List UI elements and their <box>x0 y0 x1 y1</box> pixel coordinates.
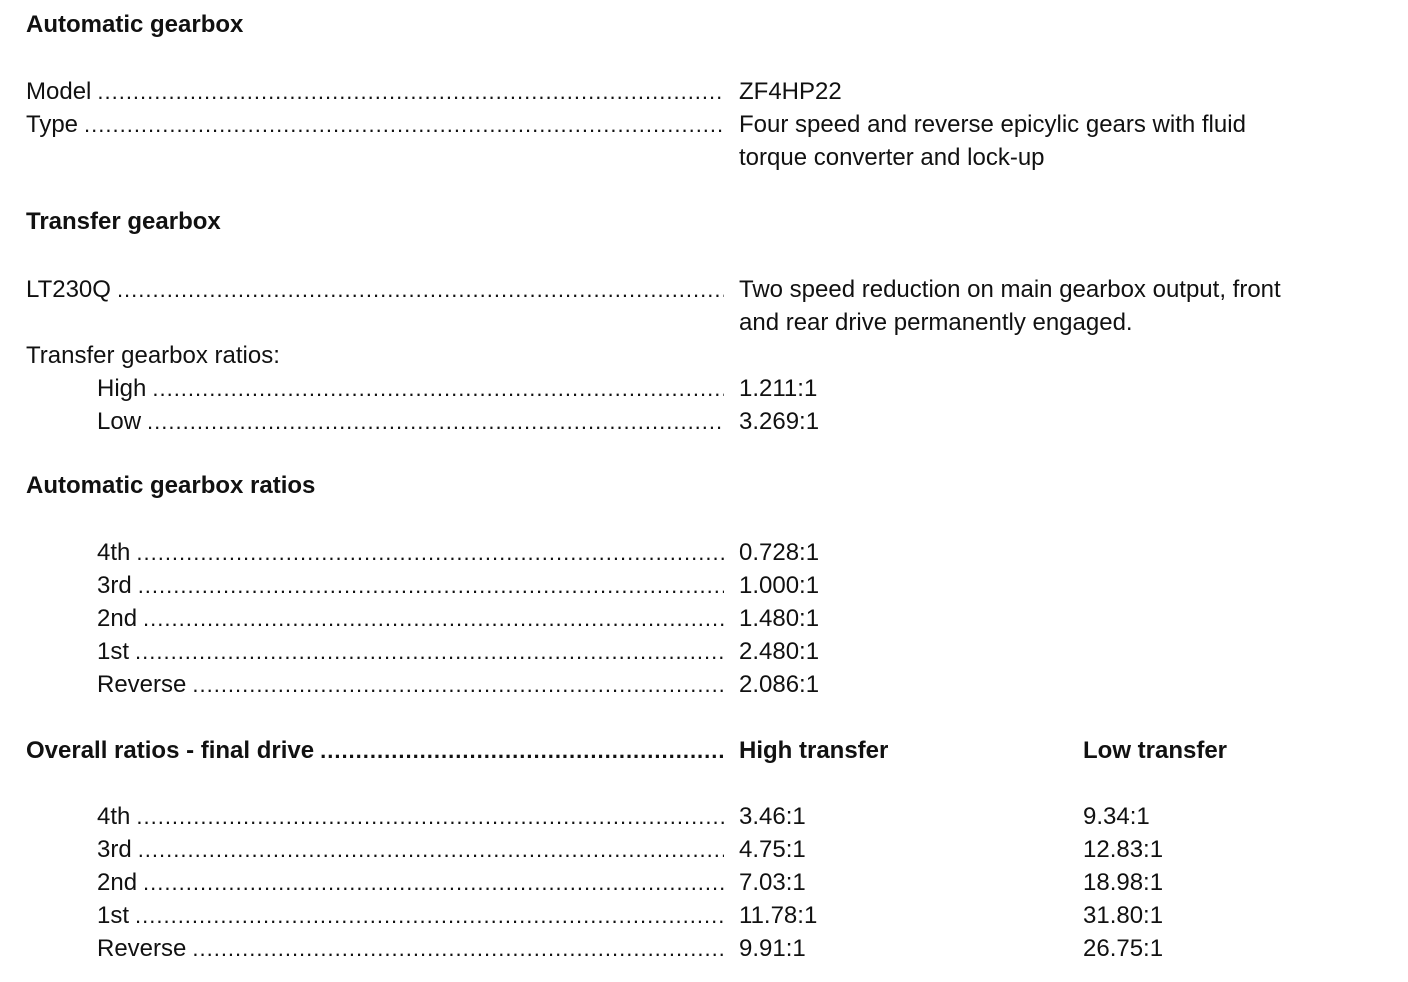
lt230q-value <box>739 273 1399 339</box>
overall-ratio-label: 3rd <box>97 836 132 863</box>
transfer-ratios-label: Transfer gearbox ratios: <box>26 342 280 369</box>
transfer-ratios-label-row <box>0 339 1408 372</box>
overall-ratio-low: 12.83:1 <box>1083 836 1164 863</box>
dot-leader <box>136 536 724 569</box>
auto-ratio-label: 1st <box>97 638 130 665</box>
overall-ratio-row <box>0 800 1408 833</box>
dot-leader <box>143 866 724 899</box>
overall-ratio-high: 9.91:1 <box>739 935 806 962</box>
transfer-ratio-value: 3.269:1 <box>739 408 820 435</box>
dot-leader <box>135 899 724 932</box>
overall-ratio-label-wrap <box>97 833 724 866</box>
dot-leader <box>117 273 724 306</box>
overall-ratio-low: 18.98:1 <box>1083 869 1164 896</box>
transfer-ratio-row <box>0 405 1408 438</box>
overall-ratio-label: 2nd <box>97 869 138 896</box>
auto-ratio-value: 2.480:1 <box>739 638 820 665</box>
transfer-gearbox-heading: Transfer gearbox <box>26 208 221 235</box>
type-label: Type <box>26 111 79 138</box>
auto-ratio-value: 0.728:1 <box>739 539 820 566</box>
overall-ratio-label-wrap <box>97 899 724 932</box>
auto-ratio-label-wrap <box>97 635 724 668</box>
overall-ratio-high: 11.78:1 <box>739 902 818 929</box>
auto-ratio-label-wrap <box>97 668 724 701</box>
overall-ratio-row <box>0 932 1408 965</box>
model-label-wrap <box>26 75 724 108</box>
overall-ratio-label: 4th <box>97 803 131 830</box>
overall-ratio-low: 31.80:1 <box>1083 902 1164 929</box>
auto-ratio-row <box>0 569 1408 602</box>
automatic-ratios-heading: Automatic gearbox ratios <box>26 472 316 499</box>
dot-leader <box>147 405 724 438</box>
dot-leader <box>136 800 724 833</box>
auto-ratio-label-wrap <box>97 536 724 569</box>
overall-ratio-label-wrap <box>97 866 724 899</box>
overall-ratio-low: 9.34:1 <box>1083 803 1150 830</box>
low-transfer-column-header: Low transfer <box>1083 737 1228 764</box>
auto-ratio-value: 2.086:1 <box>739 671 820 698</box>
dot-leader <box>84 108 724 141</box>
auto-ratio-label-wrap <box>97 569 724 602</box>
dot-leader <box>138 569 724 602</box>
overall-ratio-row <box>0 833 1408 866</box>
overall-ratio-high: 7.03:1 <box>739 869 806 896</box>
auto-ratio-row <box>0 668 1408 701</box>
automatic-gearbox-heading: Automatic gearbox <box>26 11 244 38</box>
overall-ratios-label-wrap <box>26 734 724 767</box>
overall-ratio-label: Reverse <box>97 935 187 962</box>
auto-ratio-value: 1.000:1 <box>739 572 820 599</box>
overall-ratio-low: 26.75:1 <box>1083 935 1164 962</box>
auto-ratio-label: Reverse <box>97 671 187 698</box>
dot-leader <box>138 833 724 866</box>
transfer-ratio-value: 1.211:1 <box>739 375 818 402</box>
type-value <box>739 108 1399 174</box>
lt230q-row <box>0 273 1408 339</box>
overall-ratio-label-wrap <box>97 800 724 833</box>
model-label: Model <box>26 78 92 105</box>
dot-leader <box>97 75 724 108</box>
overall-ratio-label-wrap <box>97 932 724 965</box>
type-row <box>0 108 1408 174</box>
transfer-ratio-label-wrap <box>97 372 724 405</box>
overall-ratio-row <box>0 899 1408 932</box>
dot-leader <box>152 372 724 405</box>
lt230q-value-line-2: and rear drive permanently engaged. <box>739 309 1133 336</box>
overall-ratio-high: 3.46:1 <box>739 803 806 830</box>
lt230q-label: LT230Q <box>26 276 111 303</box>
transfer-ratio-label: High <box>97 375 147 402</box>
auto-ratio-row <box>0 635 1408 668</box>
dot-leader <box>192 932 724 965</box>
auto-ratio-label: 2nd <box>97 605 138 632</box>
type-value-line-1: Four speed and reverse epicylic gears with fluid <box>739 111 1246 138</box>
auto-ratio-row <box>0 536 1408 569</box>
type-value-line-2: torque converter and lock-up <box>739 144 1045 171</box>
auto-ratio-row <box>0 602 1408 635</box>
auto-ratio-value: 1.480:1 <box>739 605 820 632</box>
overall-ratios-header-row <box>0 734 1408 767</box>
transfer-ratio-row <box>0 372 1408 405</box>
dot-leader <box>320 734 724 767</box>
transfer-ratio-label: Low <box>97 408 142 435</box>
dot-leader <box>135 635 724 668</box>
auto-ratio-label: 3rd <box>97 572 132 599</box>
lt230q-label-wrap <box>26 273 724 306</box>
auto-ratio-label-wrap <box>97 602 724 635</box>
dot-leader <box>192 668 724 701</box>
overall-ratio-row <box>0 866 1408 899</box>
lt230q-value-line-1: Two speed reduction on main gearbox output, front <box>739 276 1281 303</box>
overall-ratio-label: 1st <box>97 902 130 929</box>
model-row <box>0 75 1408 108</box>
dot-leader <box>143 602 724 635</box>
auto-ratio-label: 4th <box>97 539 131 566</box>
type-label-wrap <box>26 108 724 141</box>
high-transfer-column-header: High transfer <box>739 737 889 764</box>
transfer-ratio-label-wrap <box>97 405 724 438</box>
model-value: ZF4HP22 <box>739 78 842 105</box>
overall-ratio-high: 4.75:1 <box>739 836 806 863</box>
overall-ratios-heading: Overall ratios - final drive <box>26 737 315 764</box>
